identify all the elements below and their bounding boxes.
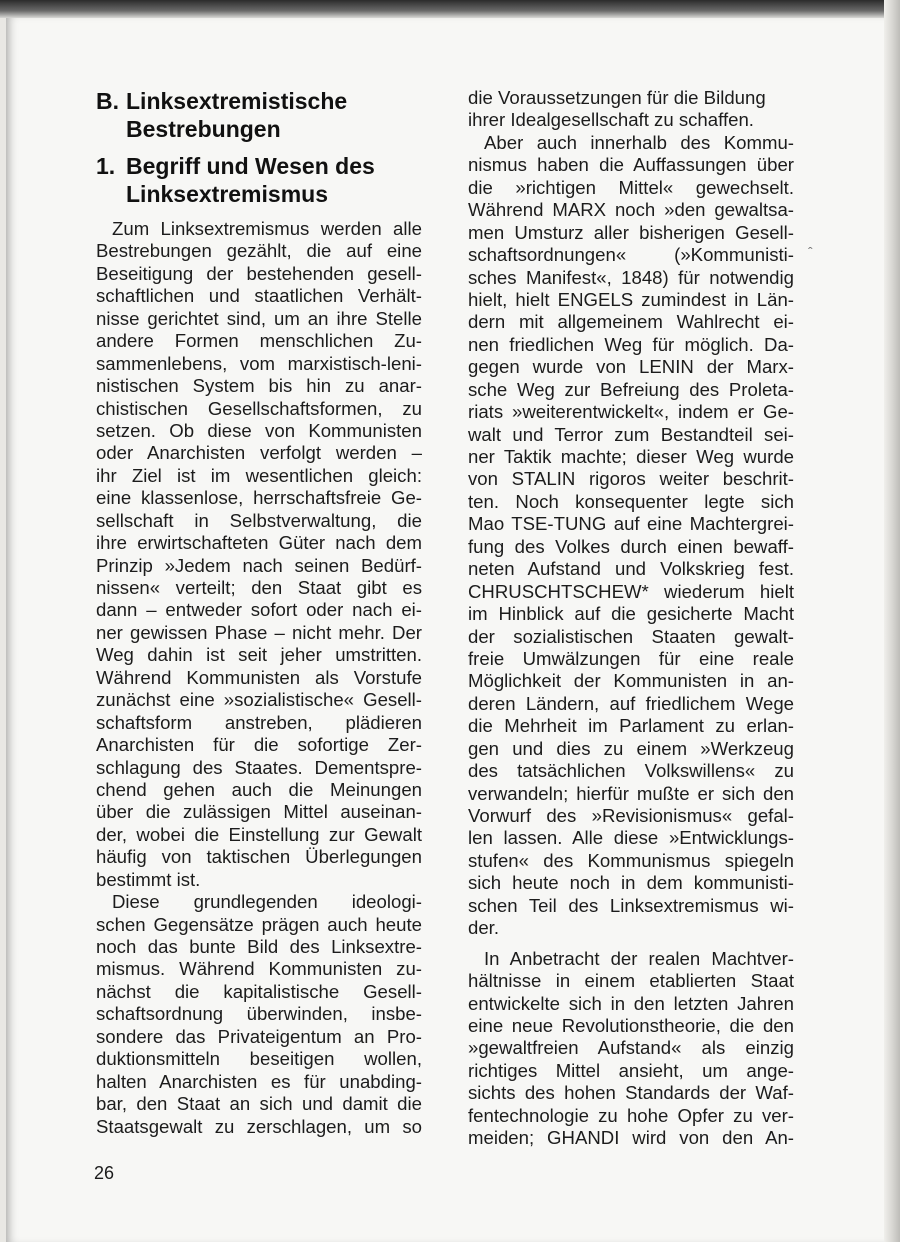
- text-line: nächst die kapitalistische Gesell-: [96, 980, 422, 1002]
- text-line: nisse gerichtet sind, um an ihre Stelle: [96, 307, 422, 329]
- text-line: schaftsordnungen« (»Kommunisti-: [468, 244, 794, 266]
- text-line: nen friedlichen Weg für möglich. Da-: [468, 333, 794, 355]
- text-line: Aber auch innerhalb des Kommu-: [484, 131, 794, 153]
- text-line: fung des Volkes durch einen bewaff-: [468, 535, 794, 557]
- text-line: CHRUSCHTSCHEW* wiederum hielt: [468, 580, 794, 602]
- text-line: ner gewissen Phase – nicht mehr. Der: [96, 621, 422, 643]
- text-line: noch das bunte Bild des Linksextre-: [96, 936, 422, 957]
- text-line: hältnisse in einem etablierten Staat: [468, 970, 794, 992]
- text-line: riats »weiterentwickelt«, indem er Ge-: [468, 401, 794, 423]
- text-line: nissen« verteilt; den Staat gibt es: [96, 577, 422, 598]
- text-line: chend gehen auch die Meinungen: [96, 778, 422, 800]
- text-line: Während MARX noch »den gewaltsa-: [468, 199, 794, 221]
- section-heading-b-line1: Linksextremistische: [126, 88, 348, 114]
- text-line: nistischen System bis hin zu anar-: [96, 375, 422, 397]
- text-line: ner Taktik machte; dieser Weg wurde: [468, 446, 794, 467]
- text-line: des tatsächlichen Volkswillens« zu: [468, 760, 794, 782]
- text-line: der.: [468, 917, 500, 939]
- text-line: Beseitigung der bestehenden gesell-: [96, 262, 422, 284]
- text-line: sches Manifest«, 1848) für notwendig: [468, 266, 794, 288]
- text-line: Bestrebungen gezählt, die auf eine: [96, 240, 422, 262]
- text-line: Zum Linksextremismus werden alle: [112, 218, 422, 239]
- text-line: eine klassenlose, herrschaftsfreie Ge-: [96, 487, 422, 509]
- text-line: hielt, hielt ENGELS zumindest in Län-: [468, 288, 794, 310]
- text-line: ihrer Idealgesellschaft zu schaffen.: [468, 109, 754, 131]
- text-line: gegen wurde von LENIN der Marx-: [468, 356, 794, 378]
- section-heading-1: [96, 152, 426, 208]
- text-line: sche Weg zur Befreiung des Proleta-: [468, 378, 794, 400]
- section-heading-b: [96, 87, 426, 143]
- text-line: chistischen Gesellschaftsformen, zu: [96, 397, 422, 419]
- text-line: dern mit allgemeinem Wahlrecht ei-: [468, 311, 794, 333]
- text-line: nismus haben die Auffassungen über: [468, 154, 794, 176]
- text-line: ihr Ziel ist im wesentlichen gleich:: [96, 464, 422, 486]
- text-line: schaftsordnung überwinden, insbe-: [96, 1003, 422, 1025]
- text-line: der sozialistischen Staaten gewalt-: [468, 625, 794, 647]
- text-line: schaftlichen und staatlichen Verhält-: [96, 285, 422, 307]
- section-heading-1-line1: Begriff und Wesen des: [126, 153, 375, 179]
- text-line: neten Aufstand und Volkskrieg fest.: [468, 558, 794, 580]
- text-line: richtiges Mittel ansieht, um ange-: [468, 1059, 794, 1081]
- text-line: schen Teil des Linksextremismus wi-: [468, 894, 794, 916]
- section-heading-1-line2: Linksextremismus: [126, 181, 328, 207]
- text-line: setzen. Ob diese von Kommunisten: [96, 419, 422, 441]
- text-line: im Hinblick auf die gesicherte Macht: [468, 603, 794, 625]
- page-number: 26: [94, 1163, 115, 1183]
- text-line: Anarchisten für die sofortige Zer-: [96, 734, 422, 756]
- page-right-edge: [884, 0, 900, 1242]
- text-line: ihre erwirtschafteten Güter nach dem: [96, 532, 422, 554]
- text-line: Prinzip »Jedem nach seinen Bedürf-: [96, 554, 422, 576]
- text-line: entwickelte sich in den letzten Jahren: [468, 992, 794, 1014]
- text-line: sellschaft in Selbstverwaltung, die: [96, 509, 422, 531]
- text-line: Weg dahin ist seit jeher umstritten.: [96, 644, 422, 666]
- text-line: Vorwurf des »Revisionismus« gefal-: [468, 805, 794, 826]
- right-text-column: [468, 87, 794, 1150]
- text-line: oder Anarchisten verfolgt werden –: [96, 442, 422, 464]
- text-line: meiden; GHANDI wird von den An-: [468, 1127, 794, 1149]
- text-line: die Mehrheit im Parlament zu erlan-: [468, 715, 794, 737]
- text-line: duktionsmitteln beseitigen wollen,: [96, 1048, 422, 1070]
- text-line: schen Gegensätze prägen auch heute: [96, 913, 422, 935]
- text-line: halten Anarchisten es für unabding-: [96, 1070, 422, 1092]
- text-line: eine neue Revolutionstheorie, die den: [468, 1014, 794, 1036]
- text-line: der, wobei die Einstellung zur Gewalt: [96, 823, 422, 845]
- text-line: freie Umwälzungen für eine reale: [468, 647, 794, 669]
- text-line: In Anbetracht der realen Machtver-: [484, 947, 794, 969]
- text-line: schaftsform anstreben, plädieren: [96, 711, 422, 733]
- text-line: ten. Noch konsequenter legte sich: [468, 490, 794, 512]
- text-line: mismus. Während Kommunisten zu-: [96, 958, 422, 980]
- text-line: häufig von taktischen Überlegungen: [96, 846, 422, 868]
- text-line: fentechnologie zu hohe Opfer zu ver-: [468, 1104, 794, 1126]
- text-line: walt und Terror zum Bestandteil sei-: [468, 423, 794, 445]
- margin-mark: ˆ: [808, 244, 813, 260]
- text-line: schlagung des Staates. Dementspre-: [96, 756, 422, 778]
- text-line: sich heute noch in dem kommunisti-: [468, 872, 794, 894]
- section-heading-b-line2: Bestrebungen: [126, 116, 281, 142]
- text-line: Staatsgewalt zu zerschlagen, um so: [96, 1115, 422, 1137]
- text-line: sondere das Privateigentum an Pro-: [96, 1025, 422, 1047]
- text-line: Mao TSE-TUNG auf eine Machtergrei-: [468, 513, 794, 535]
- text-line: men Umsturz aller bisherigen Gesell-: [468, 221, 794, 243]
- text-line: die »richtigen Mittel« gewechselt.: [468, 176, 794, 198]
- section-heading-1-number: 1.: [96, 153, 116, 179]
- text-line: von STALIN rigoros weiter beschrit-: [468, 468, 794, 490]
- text-line: len lassen. Alle diese »Entwicklungs-: [468, 827, 794, 849]
- text-line: bar, den Staat an sich und damit die: [96, 1093, 422, 1115]
- text-line: sammenlebens, vom marxistisch-leni-: [96, 352, 422, 374]
- text-line: »gewaltfreien Aufstand« als einzig: [468, 1037, 794, 1059]
- text-line: Während Kommunisten als Vorstufe: [96, 666, 422, 688]
- text-line: die Voraussetzungen für die Bildung: [468, 87, 766, 108]
- text-line: bestimmt ist.: [96, 868, 201, 890]
- left-text-column: [96, 218, 422, 1138]
- text-line: stufen« des Kommunismus spiegeln: [468, 849, 794, 871]
- text-line: gen und dies zu einem »Werkzeug: [468, 737, 794, 759]
- text-line: Diese grundlegenden ideologi-: [112, 891, 422, 913]
- text-line: zunächst eine »sozialistische« Gesell-: [96, 689, 422, 711]
- text-line: über die zulässigen Mittel auseinan-: [96, 801, 422, 823]
- text-line: andere Formen menschlichen Zu-: [96, 330, 422, 352]
- page-top-edge: [0, 0, 900, 18]
- section-heading-b-number: B.: [96, 88, 119, 114]
- text-line: dann – entweder sofort oder nach ei-: [96, 599, 422, 621]
- text-line: sichts des hohen Standards der Waf-: [468, 1082, 794, 1104]
- text-line: verwandeln; hierfür mußte er sich den: [468, 782, 794, 804]
- text-line: Möglichkeit der Kommunisten in an-: [468, 670, 794, 692]
- text-line: deren Ländern, auf friedlichem Wege: [468, 692, 794, 714]
